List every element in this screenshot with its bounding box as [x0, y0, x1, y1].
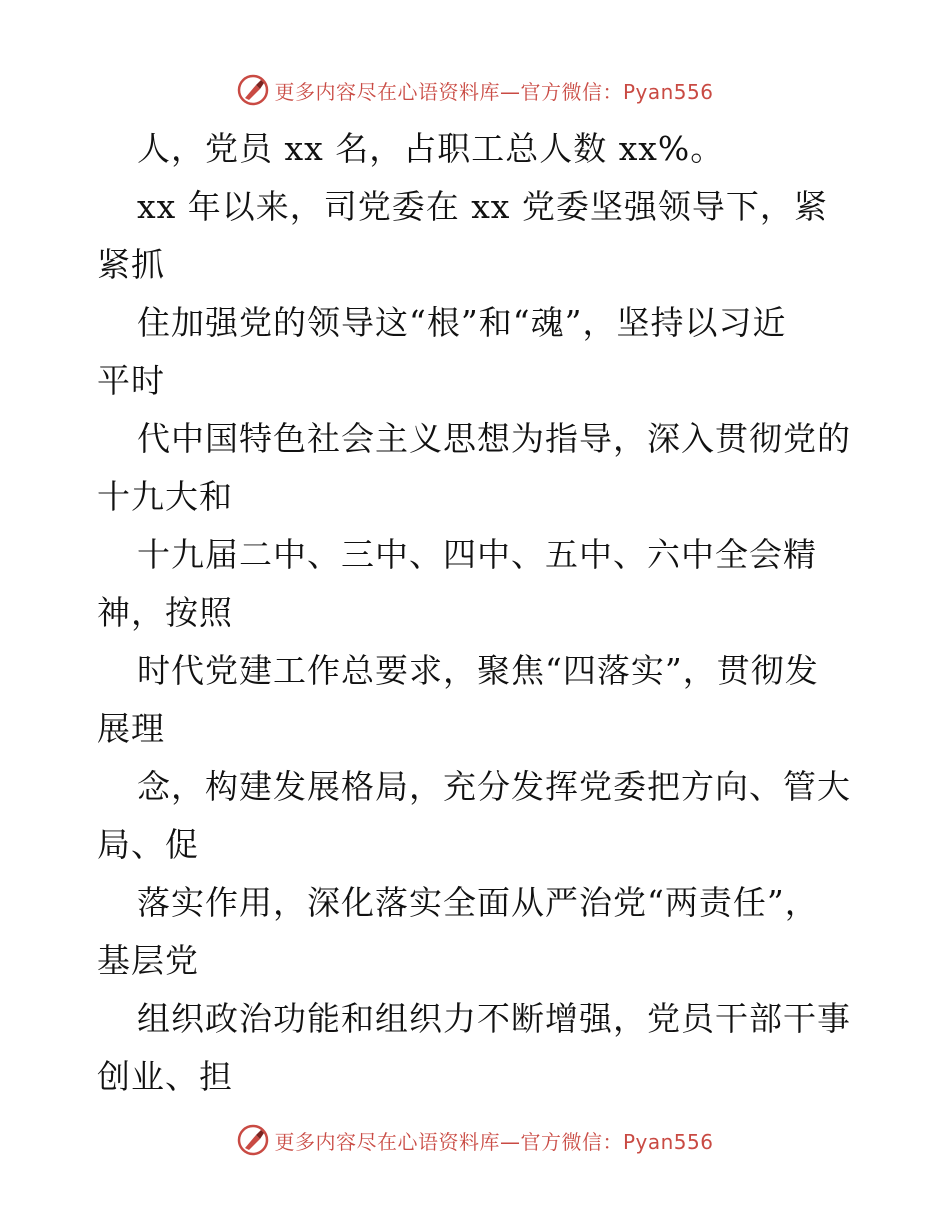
body-text-line: 十九大和	[97, 477, 233, 516]
footer-watermark-banner	[0, 1120, 950, 1160]
header-watermark-banner	[0, 70, 950, 110]
body-text-line: 时代党建工作总要求，聚焦“四落实”，贯彻发	[137, 651, 819, 690]
body-text-line: 代中国特色社会主义思想为指导，深入贯彻党的	[137, 419, 851, 458]
body-text-line: 展理	[97, 709, 165, 748]
body-text-line: 住加强党的领导这“根”和“魂”，坚持以习近	[137, 303, 787, 342]
body-text-line: 落实作用，深化落实全面从严治党“两责任”，	[137, 883, 819, 922]
body-text-line: 人，党员 xx 名，占职工总人数 xx%。	[137, 129, 725, 168]
body-text-line: 神，按照	[97, 593, 233, 632]
pen-nib-logo-icon	[236, 1123, 270, 1157]
pen-nib-logo-icon	[236, 73, 270, 107]
body-text-line: 创业、担	[97, 1057, 233, 1096]
body-text-line: xx 年以来，司党委在 xx 党委坚强领导下，紧	[137, 187, 828, 226]
document-body	[97, 120, 877, 1106]
footer-watermark-text: 更多内容尽在心语资料库—官方微信：Pyan556	[274, 1129, 714, 1154]
header-watermark-text: 更多内容尽在心语资料库—官方微信：Pyan556	[274, 79, 714, 104]
body-text-line: 平时	[97, 361, 165, 400]
body-text-line: 组织政治功能和组织力不断增强，党员干部干事	[137, 999, 851, 1038]
body-text-line: 基层党	[97, 941, 199, 980]
body-text-line: 念，构建发展格局，充分发挥党委把方向、管大	[137, 767, 851, 806]
body-text-line: 十九届二中、三中、四中、五中、六中全会精	[137, 535, 817, 574]
body-text-line: 紧抓	[97, 245, 165, 284]
body-text-line: 局、促	[97, 825, 199, 864]
